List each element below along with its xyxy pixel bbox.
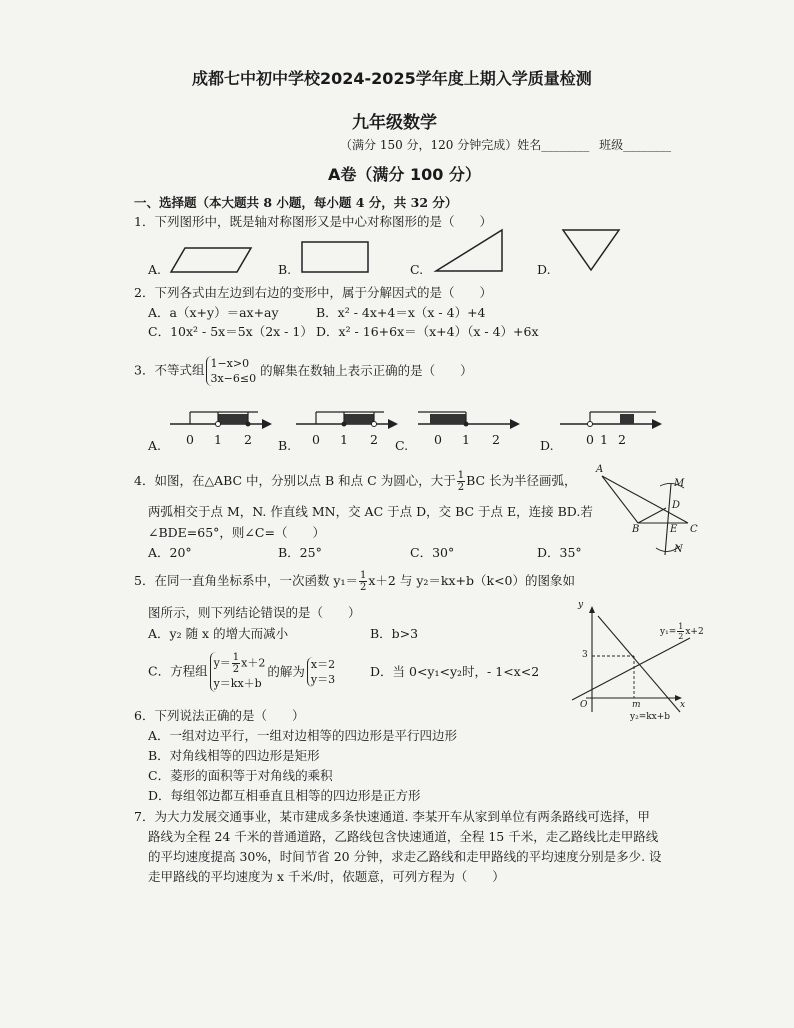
q3-option-a: A. — [148, 438, 162, 453]
q5-m: m — [632, 700, 641, 710]
q5-three: 3 — [582, 650, 588, 660]
q5-line-1-pre: 5．在同一直角坐标系中，一次函数 y₁＝ — [134, 573, 358, 588]
q4-line-3: ∠BDE=65°，则∠C=（ ） — [148, 525, 325, 540]
q4-option-c: C．30° — [410, 545, 455, 560]
q5-c-frac-den: 2 — [232, 664, 240, 675]
q5-frac-num: 1 — [360, 570, 367, 581]
q5-c-sol1: x＝2 — [310, 658, 336, 671]
q5-frac-den: 2 — [360, 582, 367, 593]
q3-b-tick2: 2 — [370, 432, 378, 447]
q5-line2-label: y₂=kx+b — [630, 712, 671, 722]
q3-c-tick2: 2 — [492, 432, 500, 447]
class-blank: ________ — [623, 138, 672, 152]
q3-ineq-2: 3x−6≤0 — [210, 372, 257, 385]
q5-c-frac-num: 1 — [232, 652, 240, 663]
q7-line-3: 的平均速度提高 30%，时间节省 20 分钟，求走乙路线和走甲路线的平均速度分别是多少. 设 — [148, 849, 662, 864]
q3-option-b: B. — [278, 438, 292, 453]
q4-line-1-post: BC 长为半径画弧， — [466, 473, 577, 488]
q4-label-c: C — [690, 524, 698, 535]
q5-origin: O — [580, 700, 588, 710]
q6-option-b: B．对角线相等的四边形是矩形 — [148, 748, 320, 763]
q5-c-mid: 的解为 — [267, 663, 305, 679]
q4-option-d: D．35° — [537, 545, 582, 560]
q3-stem-post: 的解集在数轴上表示正确的是（ ） — [260, 362, 473, 378]
q1-option-a: A. — [148, 262, 162, 277]
q7-line-2: 路线为全程 24 千米的普通道路，乙路线包含快速通道，全程 15 千米，走乙路线比走甲路线 — [148, 829, 659, 844]
q3-b-tick0: 0 — [312, 432, 320, 447]
q4-line-1-pre: 4．如图，在△ABC 中，分别以点 B 和点 C 为圆心，大于 — [134, 473, 456, 488]
q5-line1-label-pre: y₁= — [660, 627, 677, 637]
q2-stem: 2．下列各式由左边到右边的变形中，属于分解因式的是（ ） — [134, 285, 492, 300]
q5-option-d: D．当 0<y₁<y₂时，- 1<x<2 — [370, 664, 540, 679]
q5-axis-y: y — [578, 600, 584, 610]
q3-a-tick1: 1 — [214, 432, 222, 447]
q2-option-c: C．10x² - 5x＝5x（2x - 1） — [148, 324, 313, 339]
q3-d-tick2: 2 — [618, 432, 626, 447]
q6-option-a: A．一组对边平行，一组对边相等的四边形是平行四边形 — [148, 728, 458, 743]
class-label: 班级 — [599, 138, 624, 152]
q5-line1-frac — [677, 622, 684, 641]
q1-option-c: C. — [410, 262, 424, 277]
q5-c-eq1-pre: y＝ — [213, 656, 231, 670]
q6-option-d: D．每组邻边都互相垂直且相等的四边形是正方形 — [148, 788, 421, 803]
q4-frac-den: 2 — [457, 482, 465, 493]
q1-option-d: D. — [537, 262, 551, 277]
q6-stem: 6．下列说法正确的是（ ） — [134, 708, 305, 723]
q5-line1-label — [660, 622, 704, 641]
q4-label-d: D — [672, 500, 681, 511]
subject-title: 九年级数学 — [352, 113, 437, 133]
q3-option-c: C. — [395, 438, 409, 453]
q4-option-a: A．20° — [148, 545, 192, 560]
q7-line-1: 7．为大力发展交通事业，某市建成多条快速通道. 李某开车从家到单位有两条路线可选择，甲 — [134, 809, 650, 824]
q4-label-b: B — [632, 524, 640, 535]
q4-label-e: E — [670, 524, 678, 535]
section-title: A卷（满分 100 分） — [328, 165, 481, 184]
q2-option-d: D．x² - 16+6x＝（x+4）（x - 4）+6x — [316, 324, 539, 339]
q5-line1-label-post: x+2 — [685, 627, 704, 637]
q5-c-eq1-post: x＋2 — [241, 656, 266, 670]
q5-option-a: A．y₂ 随 x 的增大而减小 — [148, 626, 289, 641]
q1-option-b: B. — [278, 262, 292, 277]
q5-line-2: 图所示，则下列结论错误的是（ ） — [148, 605, 361, 620]
q3-c-tick0: 0 — [434, 432, 442, 447]
q3-ineq-1: 1−x>0 — [210, 357, 250, 370]
name-blank: ________ — [541, 138, 590, 152]
q5-line1-frac-num: 1 — [678, 622, 684, 631]
exam-title: 成都七中初中学校2024-2025学年度上期入学质量检测 — [192, 69, 592, 88]
q3-option-d: D. — [540, 438, 554, 453]
q3-stem-pre: 3．不等式组 — [134, 362, 205, 378]
q3-a-tick2: 2 — [244, 432, 252, 447]
q4-label-a: A — [596, 464, 604, 475]
q5-c-eq2: y＝kx＋b — [213, 677, 262, 690]
exam-info-text: （满分 150 分，120 分钟完成）姓名 — [340, 138, 542, 152]
q3-b-tick1: 1 — [340, 432, 348, 447]
q3-a-tick0: 0 — [186, 432, 194, 447]
q4-option-b: B．25° — [278, 545, 322, 560]
q3-d-tick1: 1 — [600, 432, 608, 447]
q1-stem: 1．下列图形中，既是轴对称图形又是中心对称图形的是（ ） — [134, 214, 492, 229]
q4-label-n: N — [674, 544, 683, 555]
q4-frac-num: 1 — [457, 470, 465, 481]
q5-line1-frac-den: 2 — [678, 632, 684, 641]
q5-axis-x: x — [680, 700, 686, 710]
q5-c-sol2: y＝3 — [310, 673, 336, 686]
q5-option-b: B．b>3 — [370, 626, 419, 641]
q4-label-m: M — [674, 478, 685, 489]
q4-line-2: 两弧相交于点 M，N. 作直线 MN，交 AC 于点 D，交 BC 于点 E，连接 BD.若 — [148, 504, 593, 519]
q5-c-pre: C．方程组 — [148, 663, 208, 679]
q2-option-b: B．x² - 4x+4＝x（x - 4）+4 — [316, 305, 486, 320]
q3-c-tick1: 1 — [462, 432, 470, 447]
q7-line-4: 走甲路线的平均速度为 x 千米/时，依题意，可列方程为（ ） — [148, 869, 505, 884]
part1-heading: 一、选择题（本大题共 8 小题，每小题 4 分，共 32 分） — [134, 195, 458, 210]
q5-line-1-post: x＋2 与 y₂＝kx+b（k<0）的图象如 — [368, 573, 575, 588]
q6-option-c: C．菱形的面积等于对角线的乘积 — [148, 768, 333, 783]
q3-d-tick0: 0 — [586, 432, 594, 447]
q2-option-a: A．a（x+y）＝ax+ay — [148, 305, 279, 320]
